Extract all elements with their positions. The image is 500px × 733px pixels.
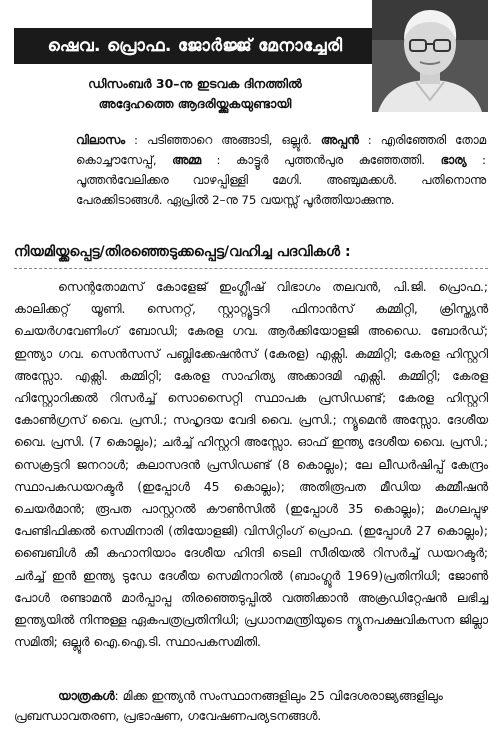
address-label: വിലാസം: [76, 133, 126, 147]
mother-value: : കാട്ടൂർ പുത്തൻപുര കുഞ്ഞേത്തി.: [201, 153, 441, 167]
subtitle-line-2: അദ്ദേഹത്തെ ആദരിയ്ക്കുകയുണ്ടായി: [98, 96, 292, 111]
section-heading-positions: നിയമിയ്ക്കപ്പെട്ട/തിരഞ്ഞെടുക്കപ്പെട്ട/വഹിച്ച പദവികൾ :: [14, 244, 351, 260]
section-divider: [14, 268, 488, 269]
bio-paragraph: [76, 130, 486, 210]
travels-paragraph: [14, 686, 488, 726]
positions-paragraph: സെന്റതോമസ് കോളേജ് ഇംഗ്ലീഷ് വിഭാഗം തലവൻ, പി.ജി. പ്രൊഫ.; കാലിക്കറ്റ് യൂണി. സെനറ്റ്, സ്റ്റാറ്റ്യൂട്ടറി ഫിനാൻസ് കമ്മിറ്റി, ക്രിസ്ത്യൻ ചെയർഗവേണിംഗ് ബോഡി; കേരള ഗവ. ആർക്കിയോളജി അഡൈ. ബോർഡ്; ഇന്ത്യാ ഗവ. സെൻസസ് പബ്ലിക്കേഷൻസ് (കേരള) എക്സി. കമ്മിറ്റി; കേരള ഹിസ്റ്ററി അസ്സോ. എക്സി. കമ്മിറ്റി; കേരള സാഹിത്യ അക്കാദമി എക്സി. കമ്മിറ്റി; കേരള ഹിസ്റ്റോറിക്കൽ റിസർച്ച് സൊസൈറ്റി സ്ഥാപക പ്രസിഡണ്ട്; കേരള ഹിസ്റ്ററി കോൺഗ്രസ് വൈ. പ്രസി.; സഹൃദയ വേദി വൈ. പ്രസി.; ന്യൂമെൻ അസ്സോ. ദേശീയ വൈ. പ്രസി. (7 കൊല്ലം); ചർച്ച് ഹിസ്റ്ററി അസ്സോ. ഓഫ് ഇന്ത്യ ദേശീയ വൈ. പ്രസി.; സെക്രട്ടറി ജനറാൾ; കലാസദൻ പ്രസിഡണ്ട് (8 കൊല്ലം); ലേ ലീഡർഷിപ്പ് കേന്ദ്രം സ്ഥാപകഡയറക്ടർ (ഇപ്പോൾ 45 കൊല്ലം); അതിരൂപത മീഡിയ കമ്മീഷൻ ചെയർമാൻ; രൂപത പാസ്റ്ററൽ കൗൺസിൽ (ഇപ്പോൾ 35 കൊല്ലം); മംഗലപ്പുഴ പേണ്ടിഫിക്കൽ സെമിനാരി (തിയോളജി) വിസിറ്റിംഗ് പ്രൊഫ. (ഇപ്പോൾ 27 കൊല്ലം); ബൈബിൾ കീ കഹാനിയാം ദേശീയ ഹിന്ദി ടെലി സീരിയൽ റിസർച്ച് ഡയറക്ടർ; ചർച്ച് ഇൻ ഇന്ത്യ ടുഡേ ദേശീയ സെമിനാറിൽ (ബാംഗ്ലൂർ 1969)പ്രതിനിധി; ജോൺ പോൾ രണ്ടാമൻ മാർപ്പാപ്പ തിരഞ്ഞെടുപ്പിൽ വത്തിക്കാൻ അക്രഡിറ്റേഷൻ ലഭിച്ച ഇന്ത്യയിൽ നിന്നുള്ള ഏകപത്രപ്രതിനിധി; പ്രധാനമന്ത്രിയുടെ ന്യൂനപക്ഷവികസന ജില്ലാ സമിതി; ഒല്ലൂർ ഐ.ഐ.ടി. സ്ഥാപകസമിതി.: [14, 280, 488, 650]
father-value: : എരിഞ്ഞേരി തോമ കൊച്ചൗസേപ്പ്,: [76, 133, 486, 167]
address-value: : പടിഞ്ഞാറെ അങ്ങാടി, ഒല്ലൂർ.: [125, 133, 321, 147]
subtitle: [30, 74, 360, 114]
travels-label: യാത്രകൾ: [58, 689, 115, 703]
subtitle-line-1: ഡിസംബർ 30–നു ഇടവക ദിനത്തിൽ: [88, 76, 302, 91]
page-title: [14, 28, 376, 64]
travels-text: : മിക്ക ഇന്ത്യൻ സംസ്ഥാനങ്ങളിലും 25 വിദേശരാജ്യങ്ങളിലും പ്രബന്ധാവതരണ, പ്രഭാഷണ, ഗവേഷണപര്യടനങ്ങൾ.: [14, 689, 443, 723]
portrait-illustration: [372, 0, 488, 112]
father-label: അപ്പൻ: [320, 133, 359, 147]
wife-label: ഭാര്യ: [440, 153, 467, 167]
mother-label: അമ്മ: [172, 153, 202, 167]
title-text: ഷെവ. പ്രൊഫ. ജോർജ്ജ് മേനാച്ചേരി: [47, 36, 343, 56]
portrait-photo: [372, 0, 488, 112]
wife-value: : പൂത്തൻവേലിക്കര വാഴപ്പിള്ളി മേഗി. അഞ്ചുമക്കൾ. പതിനൊന്നു പേരക്കിടാങ്ങൾ. ഏപ്രിൽ 2–നു 75 വയസ്സ് പൂർത്തിയാക്കുന്നു.: [76, 153, 486, 207]
